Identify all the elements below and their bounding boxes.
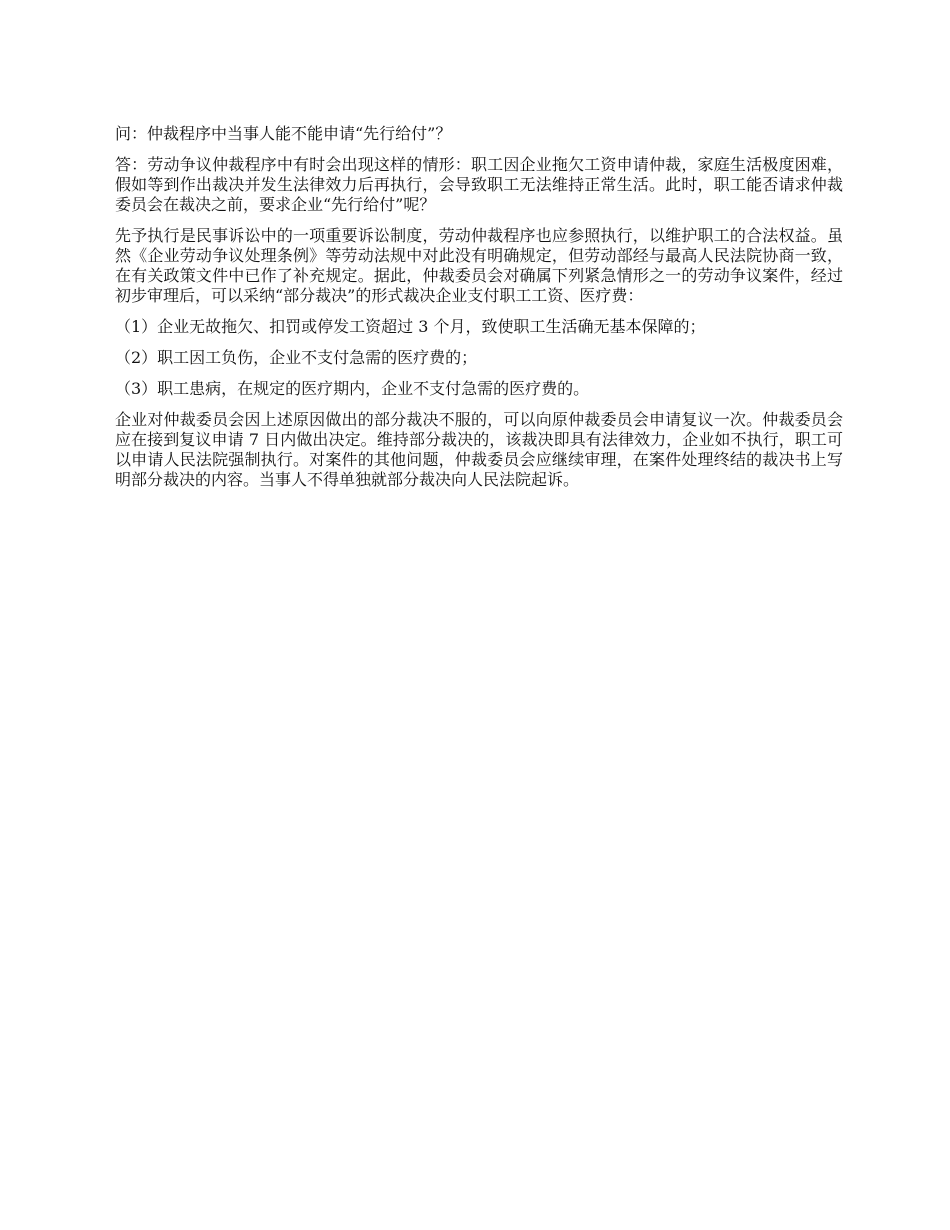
question-paragraph: 问：仲裁程序中当事人能不能申请“先行给付”？ xyxy=(115,124,452,143)
list-item-1: （1）企业无故拖欠、扣罚或停发工资超过 3 个月，致使职工生活确无基本保障的； xyxy=(115,317,706,336)
conclusion-paragraph: 企业对仲裁委员会因上述原因做出的部分裁决不服的，可以向原仲裁委员会申请复议一次。仲裁委员会应在接到复议申请 7 日内做出决定。维持部分裁决的，该裁决即具有法律效力，企业如不执行，职工可以申请人民法院强制执行。对案件的其他问题，仲裁委员会应继续审理，在案件处理终结的裁决书上写明部分裁决的内容。当事人不得单独就部分裁决向人民法院起诉。 xyxy=(115,410,843,489)
list-item-2: （2）职工因工负伤，企业不支付急需的医疗费的； xyxy=(115,348,478,367)
answer-paragraph: 答：劳动争议仲裁程序中有时会出现这样的情形：职工因企业拖欠工资申请仲裁，家庭生活极度困难，假如等到作出裁决并发生法律效力后再执行，会导致职工无法维持正常生活。此时，职工能否请求仲裁委员会在裁决之前，要求企业“先行给付”呢？ xyxy=(115,155,843,214)
list-item-3: （3）职工患病，在规定的医疗期内，企业不支付急需的医疗费的。 xyxy=(115,379,590,398)
explanation-paragraph: 先予执行是民事诉讼中的一项重要诉讼制度，劳动仲裁程序也应参照执行，以维护职工的合法权益。虽然《企业劳动争议处理条例》等劳动法规中对此没有明确规定，但劳动部经与最高人民法院协商一致，在有关政策文件中已作了补充规定。据此，仲裁委员会对确属下列紧急情形之一的劳动争议案件，经过初步审理后，可以采纳“部分裁决”的形式裁决企业支付职工工资、医疗费： xyxy=(115,226,843,305)
document-body xyxy=(115,124,843,501)
